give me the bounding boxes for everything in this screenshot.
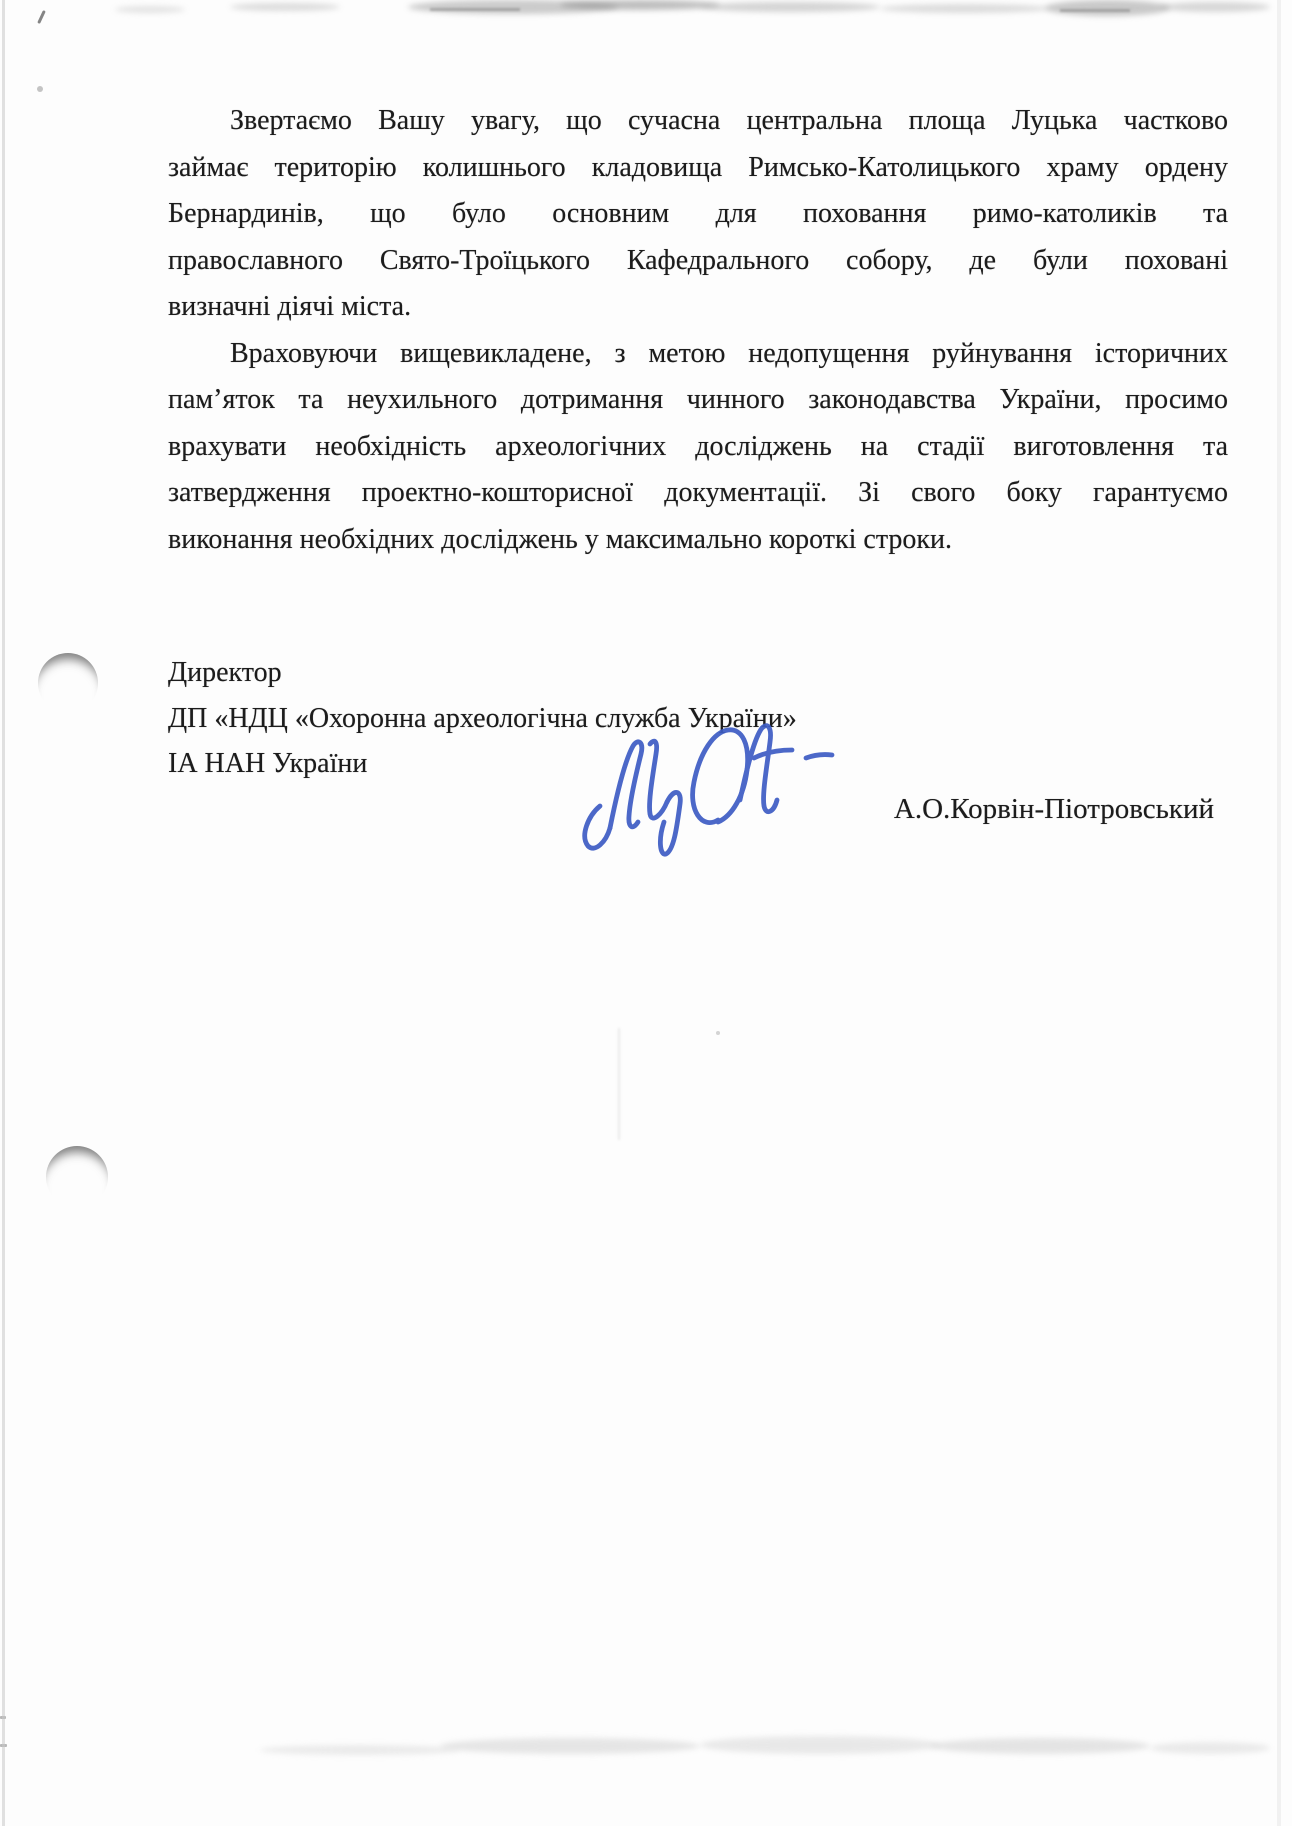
scan-smudge [880,4,1050,13]
scan-smudge [1045,0,1170,16]
signer-organization: ДП «НДЦ «Охоронна археологічна служба України» [168,702,797,734]
paragraph-line: виконання необхідних досліджень у максимально короткі строки. [168,523,952,555]
scan-speck [37,86,43,92]
scan-smudge [700,2,880,12]
signature-stroke [693,730,748,823]
handwritten-signature-icon [570,688,835,863]
scan-smudge [230,3,340,11]
hole-punch-bottom [46,1146,108,1208]
scan-smudge [115,6,185,13]
paragraph-line: Бернардинів, що було основним для поховання римо-католиків та [168,198,1228,229]
paragraph-line: пам’яток та неухильного дотримання чинного законодавства України, просимо [168,384,1228,415]
signature-stroke [650,741,667,818]
paragraph-line: визначні діячі міста. [168,291,412,322]
scan-smudge [1160,2,1270,12]
letter-body [168,98,1228,563]
scan-smudge [560,0,720,10]
signature-stroke [754,750,792,758]
scan-speck [37,10,46,24]
signature-stroke [806,755,832,758]
signature-stroke [585,806,610,848]
signer-title: Директор [168,657,282,688]
scan-smudge [930,1738,1150,1754]
paragraph-2 [168,331,1228,564]
paragraph-line: займає територію колишнього кладовища Римсько-Католицького храму ордену [168,151,1228,183]
signature-stroke [660,792,680,854]
scan-speck [618,1028,620,1140]
scan-edge-line-left [2,0,5,1826]
scan-edge-line-right [1277,0,1281,1826]
signer-name: А.О.Корвін-Піотровський [893,792,1214,825]
signature-stroke [610,742,642,828]
paragraph-line: Враховуючи вищевикладене, з метою недопущення руйнування історичних [230,337,1228,369]
scan-smudge [430,8,520,11]
paragraph-line: православного Свято-Троїцького Кафедрального собору, де були поховані [168,244,1228,276]
scan-smudge [1060,9,1130,12]
scan-smudge [440,1738,700,1754]
scan-smudge [700,1736,940,1754]
paragraph-line: затвердження проектно-кошторисної документації. Зі свого боку гарантуємо [168,477,1228,508]
signer-institution: ІА НАН України [168,748,368,779]
hole-punch-top [38,653,98,713]
scan-smudge [260,1745,460,1755]
paragraph-line: врахувати необхідність археологічних досліджень на стадії виготовлення та [168,430,1228,462]
paragraph-1 [168,98,1228,331]
scan-smudge [1150,1742,1270,1754]
scan-speck [716,1031,720,1035]
paragraph-line: Звертаємо Вашу увагу, що сучасна центральна площа Луцька частково [230,105,1228,136]
